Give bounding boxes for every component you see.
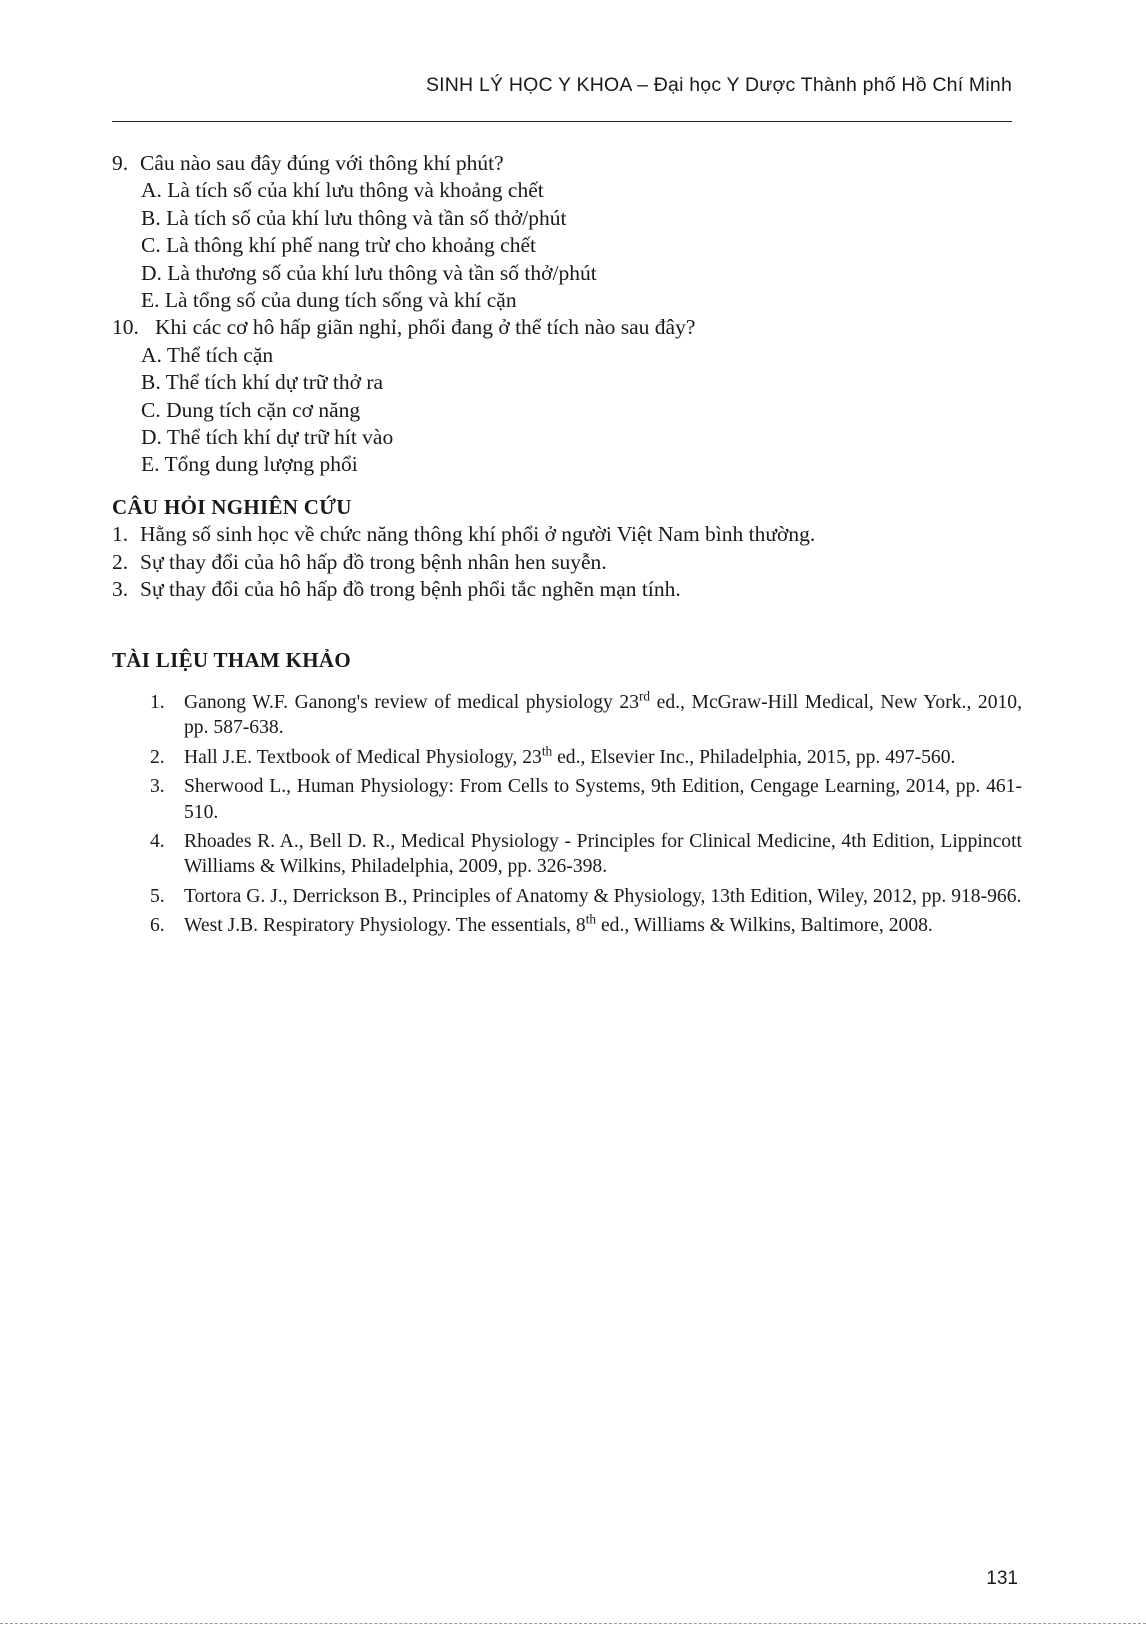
question-number: 10. (112, 315, 139, 340)
question-9 (112, 150, 1022, 314)
reference-item (112, 690, 1022, 741)
reference-item (112, 745, 1022, 770)
reference-text-part: Hall J.E. Textbook of Medical Physiology, 23 (184, 746, 542, 768)
question-text: Khi các cơ hô hấp giãn nghỉ, phổi đang ở thể tích nào sau đây? (155, 315, 696, 340)
reference-text-part: Rhoades R. A., Bell D. R., Medical Physiology - Principles for Clinical Medicine, 4th Edition, Lippincott Williams & Wilkins, Philadelphia, 2009, pp. 326-398. (184, 830, 1022, 878)
reference-text (184, 829, 1022, 880)
answer-option-a: A. Thể tích cặn (141, 342, 274, 367)
reference-text-part: Sherwood L., Human Physiology: From Cells to Systems, 9th Edition, Cengage Learning, 2014, pp. 461-510. (184, 776, 1022, 823)
page-number: 131 (986, 1568, 1018, 1589)
research-question-text: Hằng số sinh học về chức năng thông khí phổi ở người Việt Nam bình thường. (140, 522, 816, 547)
reference-text-part: Ganong W.F. Ganong's review of medical physiology 23 (184, 691, 639, 713)
reference-number: 2. (150, 746, 165, 768)
reference-text (184, 690, 1022, 741)
reference-text (184, 774, 1022, 825)
research-section-title: CÂU HỎI NGHIÊN CỨU (112, 494, 352, 519)
research-question (112, 549, 1022, 576)
reference-text-part: ed., Elsevier Inc., Philadelphia, 2015, pp. 497-560. (552, 746, 956, 768)
references-section-title: TÀI LIỆU THAM KHẢO (112, 647, 351, 672)
question-stem (112, 150, 1022, 177)
research-question-text: Sự thay đổi của hô hấp đồ trong bệnh nhân hen suyễn. (140, 549, 607, 574)
reference-text-part: ed., McGraw-Hill Medical, New York., 2010, pp. 587-638. (184, 691, 1022, 739)
answer-option-e: E. Tổng dung lượng phổi (141, 452, 358, 477)
research-question-number: 1. (112, 522, 129, 547)
answer-option-b: B. Thể tích khí dự trữ thở ra (141, 370, 384, 395)
reference-superscript: rd (639, 688, 651, 704)
reference-text (184, 913, 1022, 938)
question-number: 9. (112, 151, 129, 175)
answer-option-b: B. Là tích số của khí lưu thông và tần số thở/phút (141, 205, 567, 230)
reference-text-part: ed., Williams & Wilkins, Baltimore, 2008. (596, 915, 933, 937)
research-question-number: 2. (112, 549, 129, 574)
reference-text (184, 884, 1022, 909)
question-text: Câu nào sau đây đúng với thông khí phút? (140, 151, 504, 175)
research-question-number: 3. (112, 577, 129, 602)
reference-item (112, 829, 1022, 880)
answer-option-d: D. Là thương số của khí lưu thông và tần số thở/phút (141, 260, 597, 285)
answer-option-a: A. Là tích số của khí lưu thông và khoảng chết (141, 178, 544, 203)
answer-option-c: C. Là thông khí phế nang trừ cho khoảng chết (141, 233, 536, 258)
reference-number: 3. (150, 776, 165, 798)
reference-superscript: th (585, 911, 597, 927)
scan-bottom-edge (0, 1623, 1146, 1624)
reference-number: 5. (150, 885, 165, 907)
answer-option-e: E. Là tổng số của dung tích sống và khí cặn (141, 288, 517, 313)
reference-item (112, 913, 1022, 938)
reference-item (112, 884, 1022, 909)
question-stem (112, 314, 1022, 341)
reference-text (184, 745, 1022, 770)
reference-number: 4. (150, 830, 165, 852)
answer-option-d: D. Thể tích khí dự trữ hít vào (141, 425, 394, 450)
research-question (112, 576, 1022, 603)
header-rule (112, 121, 1012, 122)
reference-number: 6. (150, 915, 165, 937)
research-question (112, 521, 1022, 548)
reference-text-part: Tortora G. J., Derrickson B., Principles of Anatomy & Physiology, 13th Edition, Wiley, 2012, pp. 918-966. (184, 885, 1022, 907)
reference-text-part: West J.B. Respiratory Physiology. The essentials, 8 (184, 915, 586, 937)
answer-option-c: C. Dung tích cặn cơ năng (141, 397, 361, 422)
research-question-text: Sự thay đổi của hô hấp đồ trong bệnh phổi tắc nghẽn mạn tính. (140, 577, 681, 602)
reference-superscript: th (541, 743, 553, 759)
running-header: SINH LÝ HỌC Y KHOA – Đại học Y Dược Thành phố Hồ Chí Minh (425, 74, 1012, 96)
reference-list (112, 690, 1022, 939)
page-content (112, 150, 1022, 943)
reference-number: 1. (150, 691, 165, 713)
reference-item (112, 774, 1022, 825)
question-10 (112, 314, 1022, 478)
